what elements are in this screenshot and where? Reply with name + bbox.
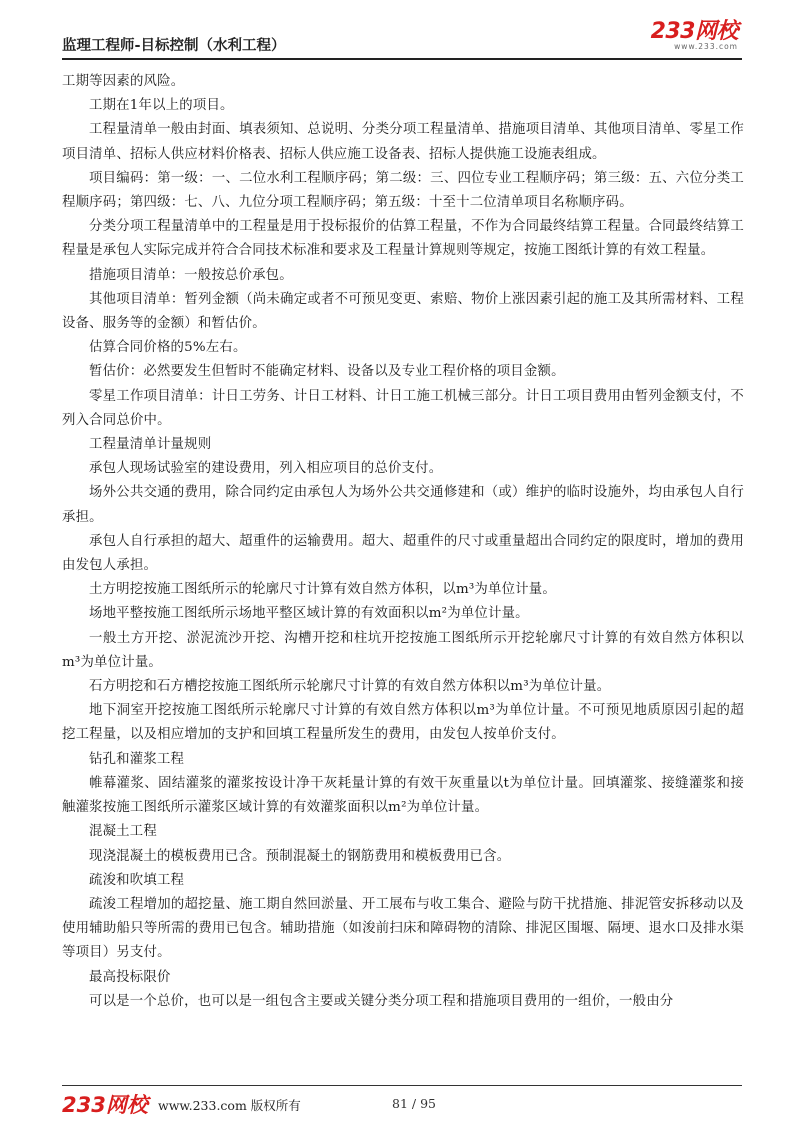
body-paragraph: 帷幕灌浆、固结灌浆的灌浆按设计净干灰耗量计算的有效干灰重量以t为单位计量。回填灌浆、接缝灌浆和接触灌浆按施工图纸所示灌浆区域计算的有效灌浆面积以m²为单位计量。	[62, 775, 744, 816]
document-body	[62, 70, 744, 1014]
body-paragraph: 可以是一个总价，也可以是一组包含主要或关键分类分项工程和措施项目费用的一组价，一般由分	[89, 993, 674, 1009]
body-paragraph: 承包人现场试验室的建设费用，列入相应项目的总价支付。	[89, 461, 443, 477]
body-paragraph: 混凝土工程	[89, 824, 157, 840]
body-paragraph: 最高投标限价	[89, 969, 171, 985]
footer-logo[interactable]: 233网校	[62, 1093, 148, 1117]
body-paragraph: 现浇混凝土的模板费用已含。预制混凝土的钢筋费用和模板费用已含。	[89, 848, 511, 864]
body-paragraph: 疏浚工程增加的超挖量、施工期自然回淤量、开工展布与收工集合、避险与防干扰措施、排泥管安拆移动以及使用辅助船只等所需的费用已包含。辅助措施（如浚前扫床和障碍物的清除、排泥区围堰、隔埂、退水口及排水渠等项目）另支付。	[62, 896, 744, 961]
body-paragraph: 估算合同价格的5%左右。	[89, 340, 247, 356]
body-paragraph: 土方明挖按施工图纸所示的轮廓尺寸计算有效自然方体积，以m³为单位计量。	[89, 582, 556, 598]
body-paragraph: 工期等因素的风险。	[62, 74, 185, 89]
body-paragraph: 钻孔和灌浆工程	[89, 751, 185, 767]
body-paragraph: 场地平整按施工图纸所示场地平整区域计算的有效面积以m²为单位计量。	[89, 606, 529, 622]
body-paragraph: 零星工作项目清单：计日工劳务、计日工材料、计日工施工机械三部分。计日工项目费用由暂列金额支付，不列入合同总价中。	[62, 388, 744, 428]
page-header	[62, 20, 742, 58]
body-paragraph: 疏浚和吹填工程	[89, 872, 185, 888]
body-paragraph: 暂估价：必然要发生但暂时不能确定材料、设备以及专业工程价格的项目金额。	[89, 364, 565, 380]
header-logo-text: 233网校	[650, 19, 738, 44]
footer-divider	[62, 1085, 742, 1086]
footer-copyright: www.233.com 版权所有	[158, 1098, 301, 1113]
page-footer	[62, 1089, 744, 1119]
header-logo[interactable]	[651, 20, 738, 51]
body-paragraph: 工程量清单一般由封面、填表须知、总说明、分类分项工程量清单、措施项目清单、其他项目清单、零星工作项目清单、招标人供应材料价格表、招标人供应施工设备表、招标人提供施工设施表组成。	[62, 122, 744, 162]
body-paragraph: 分类分项工程量清单中的工程量是用于投标报价的估算工程量，不作为合同最终结算工程量。合同最终结算工程量是承包人实际完成并符合合同技术标准和要求及工程量计算规则等规定，按施工图纸计算的有效工程量。	[62, 219, 744, 259]
body-paragraph: 措施项目清单：一般按总价承包。	[89, 267, 293, 283]
body-paragraph: 其他项目清单：暂列金额（尚未确定或者不可预见变更、索赔、物价上涨因素引起的施工及其所需材料、工程设备、服务等的金额）和暂估价。	[62, 291, 744, 332]
body-paragraph: 地下洞室开挖按施工图纸所示轮廓尺寸计算的有效自然方体积以m³为单位计量。不可预见地质原因引起的超挖工程量，以及相应增加的支护和回填工程量所发生的费用，由发包人按单价支付。	[62, 703, 744, 743]
body-paragraph: 石方明挖和石方槽挖按施工图纸所示轮廓尺寸计算的有效自然方体积以m³为单位计量。	[89, 679, 611, 695]
body-paragraph: 项目编码：第一级：一、二位水利工程顺序码；第二级：三、四位专业工程顺序码；第三级：五、六位分类工程顺序码；第四级：七、八、九位分项工程顺序码；第五级：十至十二位清单项目名称顺序码。	[62, 170, 744, 211]
document-title: 监理工程师-目标控制（水利工程）	[62, 38, 286, 54]
body-paragraph: 工程量清单计量规则	[89, 437, 212, 453]
body-paragraph: 工期在1年以上的项目。	[89, 98, 234, 114]
page-number: 81 / 95	[392, 1096, 436, 1111]
body-paragraph: 一般土方开挖、淤泥流沙开挖、沟槽开挖和柱坑开挖按施工图纸所示开挖轮廓尺寸计算的有效自然方体积以m³为单位计量。	[62, 630, 744, 670]
body-paragraph: 承包人自行承担的超大、超重件的运输费用。超大、超重件的尺寸或重量超出合同约定的限度时，增加的费用由发包人承担。	[62, 533, 744, 574]
header-logo-url: www.233.com	[674, 42, 738, 51]
header-divider	[62, 58, 742, 60]
body-paragraph: 场外公共交通的费用，除合同约定由承包人为场外公共交通修建和（或）维护的临时设施外，均由承包人自行承担。	[62, 485, 744, 525]
